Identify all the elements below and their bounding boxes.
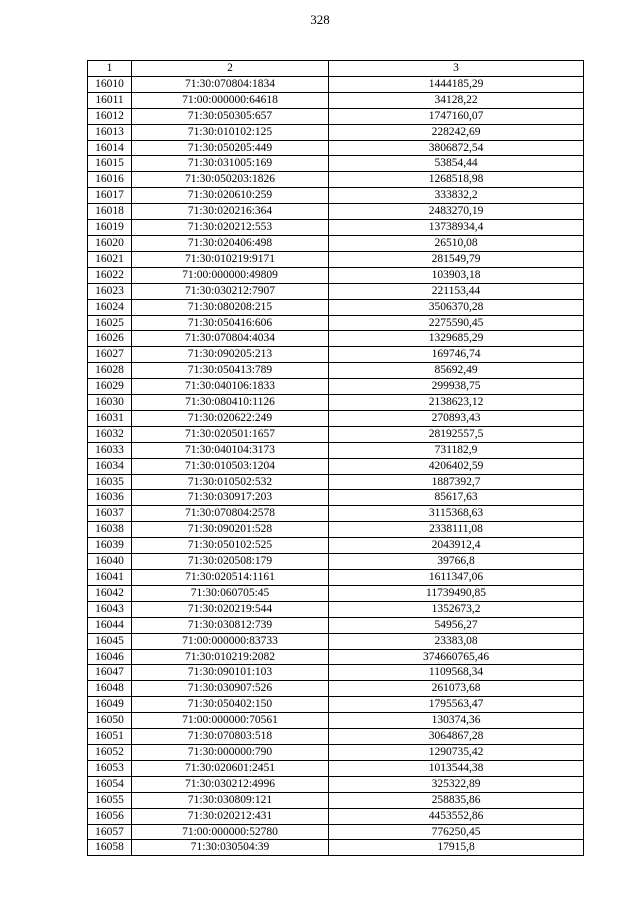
- table-row: [88, 283, 584, 299]
- cadastral-value-cell: 3806872,54: [329, 140, 584, 156]
- cadastral-value-cell: 53854,44: [329, 156, 584, 172]
- table-row: [88, 474, 584, 490]
- row-number-cell: 16041: [88, 570, 132, 586]
- cadastral-number-cell: 71:30:090201:528: [132, 522, 329, 538]
- table-row: [88, 379, 584, 395]
- cadastral-value-cell: 2043912,4: [329, 538, 584, 554]
- cadastral-value-cell: 299938,75: [329, 379, 584, 395]
- cadastral-value-cell: 17915,8: [329, 840, 584, 856]
- cadastral-number-cell: 71:30:050203:1826: [132, 172, 329, 188]
- cadastral-number-cell: 71:00:000000:83733: [132, 633, 329, 649]
- cadastral-value-cell: 228242,69: [329, 124, 584, 140]
- cadastral-value-cell: 13738934,4: [329, 220, 584, 236]
- table-body: [88, 76, 584, 855]
- row-number-cell: 16023: [88, 283, 132, 299]
- row-number-cell: 16025: [88, 315, 132, 331]
- table-row: [88, 331, 584, 347]
- page-number: 328: [310, 12, 330, 27]
- table-row: [88, 426, 584, 442]
- cadastral-number-cell: 71:30:090101:103: [132, 665, 329, 681]
- cadastral-value-cell: 28192557,5: [329, 426, 584, 442]
- table-row: [88, 697, 584, 713]
- cadastral-number-cell: 71:00:000000:64618: [132, 92, 329, 108]
- cadastral-value-cell: 85692,49: [329, 363, 584, 379]
- cadastral-value-cell: 1444185,29: [329, 76, 584, 92]
- cadastral-value-cell: 130374,36: [329, 713, 584, 729]
- row-number-cell: 16037: [88, 506, 132, 522]
- row-number-cell: 16031: [88, 410, 132, 426]
- table-row: [88, 681, 584, 697]
- cadastral-value-cell: 731182,9: [329, 442, 584, 458]
- row-number-cell: 16036: [88, 490, 132, 506]
- cadastral-number-cell: 71:00:000000:52780: [132, 824, 329, 840]
- row-number-cell: 16046: [88, 649, 132, 665]
- table-row: [88, 410, 584, 426]
- cadastral-number-cell: 71:30:010219:2082: [132, 649, 329, 665]
- cadastral-number-cell: 71:30:050305:657: [132, 108, 329, 124]
- cadastral-value-cell: 26510,08: [329, 235, 584, 251]
- table-row: [88, 204, 584, 220]
- row-number-cell: 16034: [88, 458, 132, 474]
- table-row: [88, 744, 584, 760]
- table-row: [88, 840, 584, 856]
- cadastral-number-cell: 71:30:030212:7907: [132, 283, 329, 299]
- row-number-cell: 16049: [88, 697, 132, 713]
- cadastral-value-cell: 1352673,2: [329, 601, 584, 617]
- table-row: [88, 633, 584, 649]
- table-row: [88, 713, 584, 729]
- table-row: [88, 363, 584, 379]
- cadastral-number-cell: 71:30:020406:498: [132, 235, 329, 251]
- cadastral-value-cell: 54956,27: [329, 617, 584, 633]
- table-row: [88, 729, 584, 745]
- row-number-cell: 16042: [88, 585, 132, 601]
- row-number-cell: 16030: [88, 395, 132, 411]
- table-row: [88, 267, 584, 283]
- table-row: [88, 570, 584, 586]
- column-header-cadastral-number: 2: [132, 61, 329, 77]
- table-row: [88, 108, 584, 124]
- cadastral-value-table: [87, 60, 584, 856]
- table-row: [88, 299, 584, 315]
- cadastral-value-cell: 1329685,29: [329, 331, 584, 347]
- cadastral-value-cell: 2275590,45: [329, 315, 584, 331]
- table-row: [88, 522, 584, 538]
- table-row: [88, 506, 584, 522]
- row-number-cell: 16043: [88, 601, 132, 617]
- cadastral-number-cell: 71:30:010219:9171: [132, 251, 329, 267]
- cadastral-value-cell: 4206402,59: [329, 458, 584, 474]
- cadastral-number-cell: 71:30:030809:121: [132, 792, 329, 808]
- cadastral-value-cell: 281549,79: [329, 251, 584, 267]
- cadastral-number-cell: 71:30:050413:789: [132, 363, 329, 379]
- cadastral-number-cell: 71:30:080410:1126: [132, 395, 329, 411]
- cadastral-value-cell: 1747160,07: [329, 108, 584, 124]
- row-number-cell: 16039: [88, 538, 132, 554]
- row-number-cell: 16058: [88, 840, 132, 856]
- cadastral-number-cell: 71:30:020212:431: [132, 808, 329, 824]
- row-number-cell: 16028: [88, 363, 132, 379]
- cadastral-value-cell: 1013544,38: [329, 760, 584, 776]
- cadastral-value-cell: 776250,45: [329, 824, 584, 840]
- row-number-cell: 16032: [88, 426, 132, 442]
- table-row: [88, 458, 584, 474]
- table-row: [88, 347, 584, 363]
- row-number-cell: 16019: [88, 220, 132, 236]
- cadastral-number-cell: 71:30:070804:4034: [132, 331, 329, 347]
- row-number-cell: 16051: [88, 729, 132, 745]
- cadastral-value-cell: 221153,44: [329, 283, 584, 299]
- cadastral-value-cell: 39766,8: [329, 554, 584, 570]
- row-number-cell: 16021: [88, 251, 132, 267]
- row-number-cell: 16016: [88, 172, 132, 188]
- cadastral-value-cell: 169746,74: [329, 347, 584, 363]
- cadastral-number-cell: 71:30:020514:1161: [132, 570, 329, 586]
- cadastral-number-cell: 71:30:040106:1833: [132, 379, 329, 395]
- cadastral-number-cell: 71:30:000000:790: [132, 744, 329, 760]
- cadastral-number-cell: 71:30:030212:4996: [132, 776, 329, 792]
- table-row: [88, 760, 584, 776]
- cadastral-value-cell: 374660765,46: [329, 649, 584, 665]
- cadastral-value-cell: 1268518,98: [329, 172, 584, 188]
- cadastral-number-cell: 71:30:020622:249: [132, 410, 329, 426]
- row-number-cell: 16052: [88, 744, 132, 760]
- cadastral-number-cell: 71:30:050205:449: [132, 140, 329, 156]
- row-number-cell: 16013: [88, 124, 132, 140]
- cadastral-value-cell: 1795563,47: [329, 697, 584, 713]
- table-row: [88, 315, 584, 331]
- row-number-cell: 16015: [88, 156, 132, 172]
- cadastral-value-cell: 333832,2: [329, 188, 584, 204]
- row-number-cell: 16026: [88, 331, 132, 347]
- cadastral-value-cell: 1887392,7: [329, 474, 584, 490]
- cadastral-number-cell: 71:30:020610:259: [132, 188, 329, 204]
- cadastral-number-cell: 71:30:020212:553: [132, 220, 329, 236]
- row-number-cell: 16033: [88, 442, 132, 458]
- cadastral-number-cell: 71:00:000000:70561: [132, 713, 329, 729]
- row-number-cell: 16038: [88, 522, 132, 538]
- cadastral-value-cell: 11739490,85: [329, 585, 584, 601]
- cadastral-number-cell: 71:30:020601:2451: [132, 760, 329, 776]
- cadastral-number-cell: 71:30:020508:179: [132, 554, 329, 570]
- cadastral-value-cell: 3115368,63: [329, 506, 584, 522]
- row-number-cell: 16044: [88, 617, 132, 633]
- cadastral-value-cell: 34128,22: [329, 92, 584, 108]
- table-row: [88, 442, 584, 458]
- row-number-cell: 16011: [88, 92, 132, 108]
- cadastral-value-cell: 270893,43: [329, 410, 584, 426]
- cadastral-number-cell: 71:30:030907:526: [132, 681, 329, 697]
- row-number-cell: 16029: [88, 379, 132, 395]
- table-row: [88, 554, 584, 570]
- table-row: [88, 776, 584, 792]
- table-row: [88, 251, 584, 267]
- row-number-cell: 16012: [88, 108, 132, 124]
- row-number-cell: 16035: [88, 474, 132, 490]
- cadastral-number-cell: 71:30:010102:125: [132, 124, 329, 140]
- table-row: [88, 235, 584, 251]
- cadastral-value-cell: 1290735,42: [329, 744, 584, 760]
- cadastral-number-cell: 71:30:010502:532: [132, 474, 329, 490]
- cadastral-value-cell: 85617,63: [329, 490, 584, 506]
- table-row: [88, 490, 584, 506]
- cadastral-number-cell: 71:30:030504:39: [132, 840, 329, 856]
- row-number-cell: 16018: [88, 204, 132, 220]
- row-number-cell: 16027: [88, 347, 132, 363]
- row-number-cell: 16045: [88, 633, 132, 649]
- cadastral-value-cell: 1109568,34: [329, 665, 584, 681]
- cadastral-number-cell: 71:30:040104:3173: [132, 442, 329, 458]
- table-row: [88, 92, 584, 108]
- row-number-cell: 16048: [88, 681, 132, 697]
- cadastral-value-cell: 2483270,19: [329, 204, 584, 220]
- row-number-cell: 16054: [88, 776, 132, 792]
- table-row: [88, 395, 584, 411]
- table-row: [88, 824, 584, 840]
- cadastral-number-cell: 71:30:050102:525: [132, 538, 329, 554]
- table-row: [88, 156, 584, 172]
- cadastral-number-cell: 71:30:070804:1834: [132, 76, 329, 92]
- cadastral-number-cell: 71:30:070804:2578: [132, 506, 329, 522]
- row-number-cell: 16017: [88, 188, 132, 204]
- cadastral-value-cell: 2338111,08: [329, 522, 584, 538]
- cadastral-number-cell: 71:30:060705:45: [132, 585, 329, 601]
- table-row: [88, 585, 584, 601]
- cadastral-value-cell: 103903,18: [329, 267, 584, 283]
- cadastral-number-cell: 71:30:010503:1204: [132, 458, 329, 474]
- row-number-cell: 16040: [88, 554, 132, 570]
- column-header-number: 1: [88, 61, 132, 77]
- table-row: [88, 649, 584, 665]
- row-number-cell: 16047: [88, 665, 132, 681]
- cadastral-number-cell: 71:30:030917:203: [132, 490, 329, 506]
- table-row: [88, 76, 584, 92]
- row-number-cell: 16024: [88, 299, 132, 315]
- row-number-cell: 16020: [88, 235, 132, 251]
- table-row: [88, 124, 584, 140]
- table-row: [88, 188, 584, 204]
- table-row: [88, 601, 584, 617]
- cadastral-number-cell: 71:30:050416:606: [132, 315, 329, 331]
- cadastral-value-cell: 1611347,06: [329, 570, 584, 586]
- table-row: [88, 140, 584, 156]
- cadastral-number-cell: 71:30:020501:1657: [132, 426, 329, 442]
- row-number-cell: 16050: [88, 713, 132, 729]
- table-row: [88, 617, 584, 633]
- cadastral-number-cell: 71:30:050402:150: [132, 697, 329, 713]
- row-number-cell: 16014: [88, 140, 132, 156]
- table-row: [88, 808, 584, 824]
- row-number-cell: 16056: [88, 808, 132, 824]
- cadastral-number-cell: 71:30:020219:544: [132, 601, 329, 617]
- cadastral-value-cell: 261073,68: [329, 681, 584, 697]
- table-header-row: [88, 61, 584, 77]
- cadastral-value-cell: 3506370,28: [329, 299, 584, 315]
- cadastral-value-cell: 258835,86: [329, 792, 584, 808]
- row-number-cell: 16055: [88, 792, 132, 808]
- table-row: [88, 792, 584, 808]
- cadastral-value-cell: 3064867,28: [329, 729, 584, 745]
- cadastral-number-cell: 71:30:030812:739: [132, 617, 329, 633]
- cadastral-number-cell: 71:30:090205:213: [132, 347, 329, 363]
- table-row: [88, 538, 584, 554]
- row-number-cell: 16053: [88, 760, 132, 776]
- table-row: [88, 665, 584, 681]
- cadastral-value-cell: 325322,89: [329, 776, 584, 792]
- row-number-cell: 16010: [88, 76, 132, 92]
- row-number-cell: 16022: [88, 267, 132, 283]
- column-header-value: 3: [329, 61, 584, 77]
- table-row: [88, 220, 584, 236]
- cadastral-number-cell: 71:30:020216:364: [132, 204, 329, 220]
- cadastral-number-cell: 71:30:031005:169: [132, 156, 329, 172]
- cadastral-value-cell: 4453552,86: [329, 808, 584, 824]
- cadastral-value-cell: 23383,08: [329, 633, 584, 649]
- table-row: [88, 172, 584, 188]
- cadastral-number-cell: 71:30:080208:215: [132, 299, 329, 315]
- cadastral-number-cell: 71:00:000000:49809: [132, 267, 329, 283]
- cadastral-value-cell: 2138623,12: [329, 395, 584, 411]
- cadastral-number-cell: 71:30:070803:518: [132, 729, 329, 745]
- row-number-cell: 16057: [88, 824, 132, 840]
